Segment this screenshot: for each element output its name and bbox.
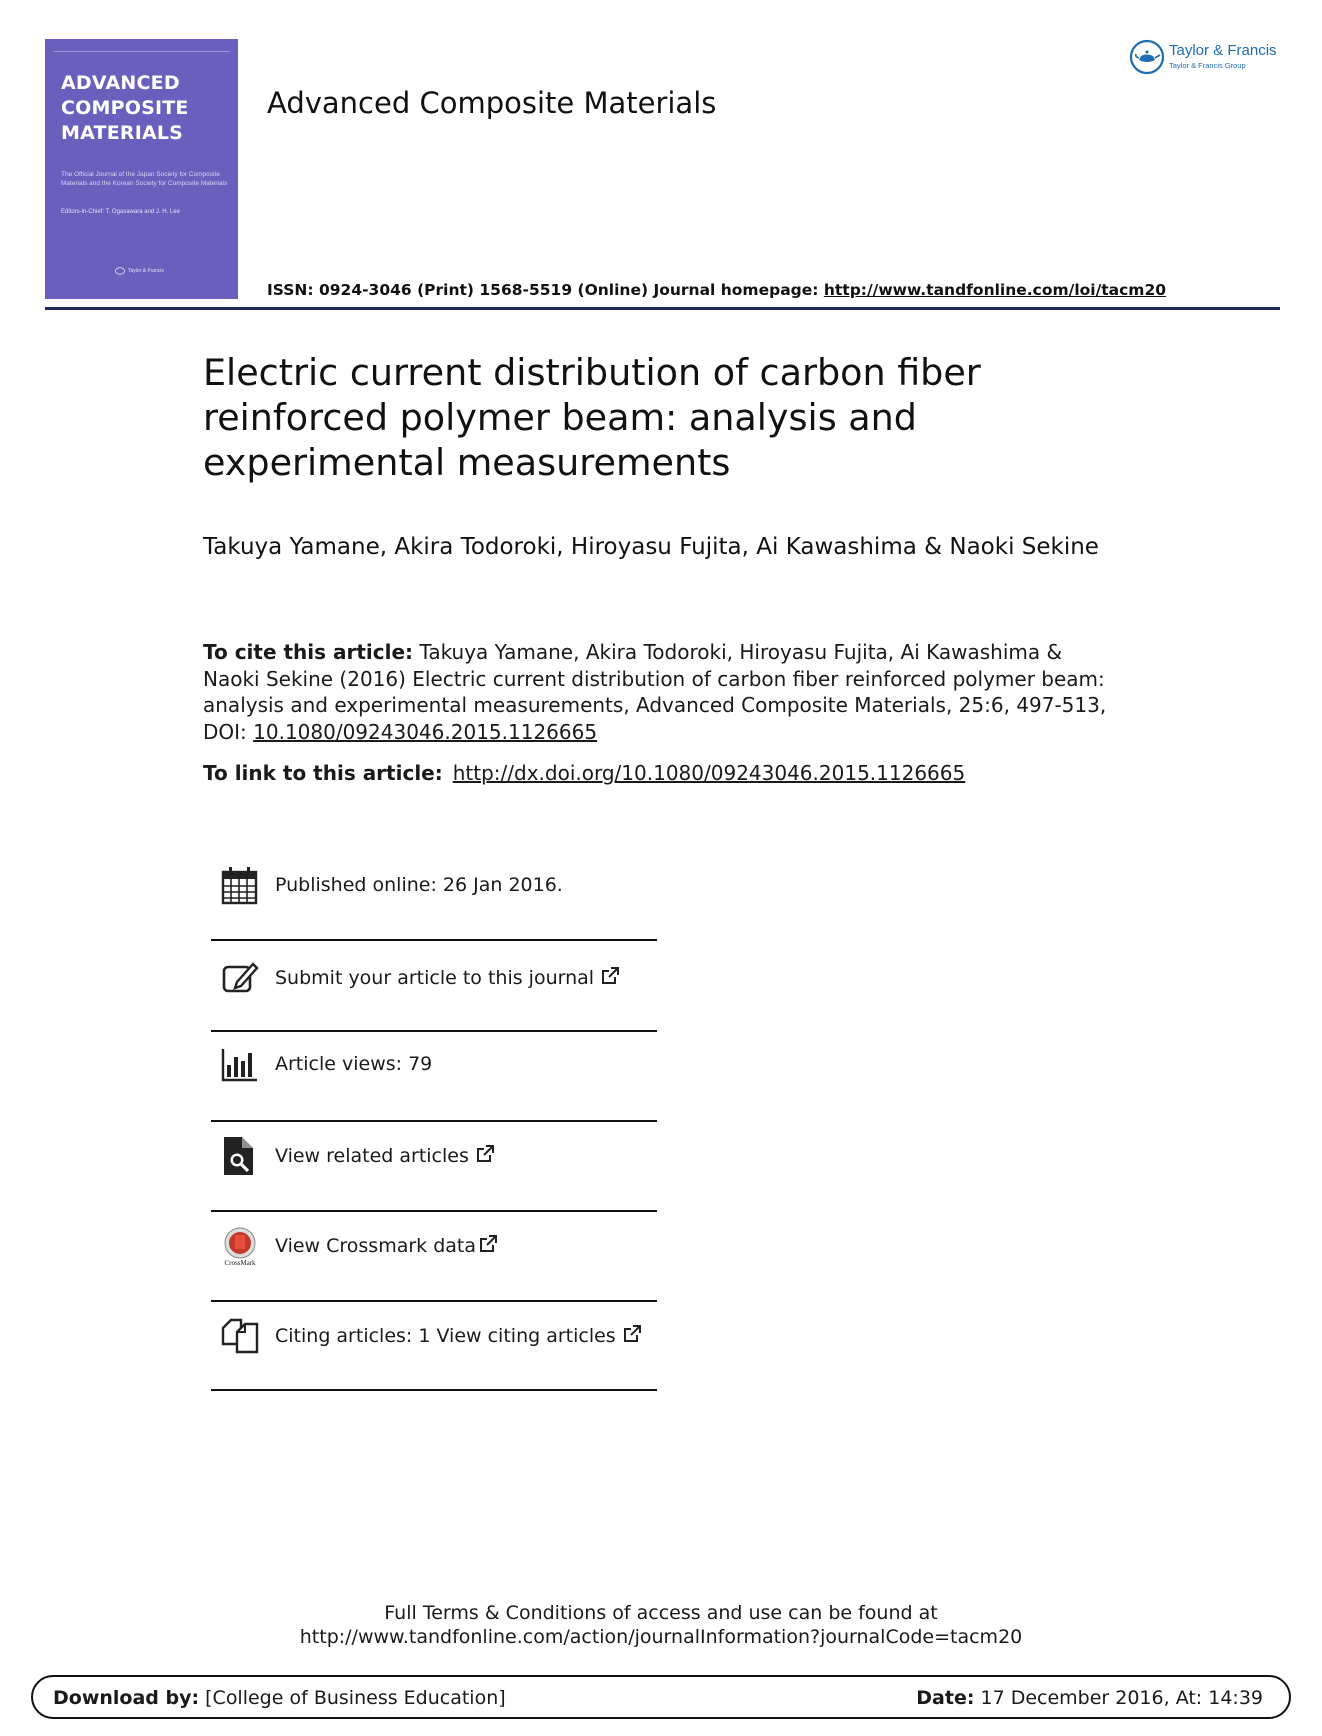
edit-icon [221, 958, 259, 998]
issn-line [267, 281, 1166, 299]
download-by-value: [College of Business Education] [199, 1687, 506, 1709]
journal-title: Advanced Composite Materials [267, 86, 717, 120]
logo-name: Taylor & Francis [1169, 42, 1277, 59]
logo-group: Taylor & Francis Group [1169, 61, 1246, 70]
article-title: Electric current distribution of carbon fiber reinforced polymer beam: analysis and experimental measurements [203, 351, 981, 484]
article-authors: Takuya Yamane, Akira Todoroki, Hiroyasu Fujita, Ai Kawashima & Naoki Sekine [203, 534, 1099, 560]
external-link-icon [475, 1144, 495, 1164]
document-search-icon [221, 1136, 259, 1176]
row-divider [211, 1389, 657, 1391]
taylor-francis-logo[interactable] [1129, 39, 1284, 75]
article-link-line [203, 761, 1123, 785]
download-date-value: 17 December 2016, At: 14:39 [974, 1687, 1263, 1709]
cover-title-line: COMPOSITE [61, 97, 189, 119]
teapot-icon [1129, 39, 1165, 75]
header-divider [45, 307, 1280, 310]
journal-homepage-link[interactable]: http://www.tandfonline.com/loi/tacm20 [823, 281, 1167, 299]
citation-text: Takuya Yamane, Akira Todoroki, Hiroyasu Fujita, Ai Kawashima & Naoki Sekine (2016) Electric current distribution of carbon fiber reinforced polymer beam: analysis and experimental measurements, Advanced Composite Materials, 25:6, 497-513, DOI: [203, 640, 1107, 744]
external-link-icon [600, 966, 620, 986]
cover-editors: Editors-in-Chief: T. Ogasawara and J. H. Lee [61, 209, 180, 215]
cover-title [61, 71, 231, 146]
citation-doi-link[interactable]: 10.1080/09243046.2015.1126665 [253, 719, 598, 744]
submit-article-label: Submit your article to this journal [275, 967, 595, 989]
terms-link[interactable]: http://www.tandfonline.com/action/journalInformation?journalCode=tacm20 [299, 1626, 1023, 1648]
crossmark-link[interactable] [275, 1234, 498, 1257]
submit-article-link[interactable] [275, 966, 620, 989]
submit-article-row[interactable] [211, 958, 657, 998]
related-articles-row[interactable] [211, 1136, 657, 1176]
cover-publisher [115, 267, 205, 275]
crossmark-badge-text: CrossMark [224, 1259, 256, 1266]
published-online-text: Published online: 26 Jan 2016. [275, 874, 563, 896]
external-link-icon [478, 1234, 498, 1254]
article-views-text: Article views: 79 [275, 1053, 433, 1075]
citing-articles-label: Citing articles: 1 View citing articles [275, 1325, 616, 1347]
cover-publisher-label: Taylor & Francis [128, 268, 164, 274]
citation-block [203, 639, 1123, 745]
crossmark-row[interactable] [211, 1226, 657, 1266]
cover-title-line: MATERIALS [61, 122, 184, 144]
citing-articles-link[interactable] [275, 1324, 642, 1347]
terms-notice [0, 1601, 1322, 1649]
download-info-box [31, 1675, 1291, 1719]
row-divider [211, 1210, 657, 1212]
issn-text: ISSN: 0924-3046 (Print) 1568-5519 (Online) Journal homepage: [267, 281, 824, 299]
download-date-label: Date: [916, 1687, 975, 1709]
related-articles-link[interactable] [275, 1144, 495, 1167]
copy-documents-icon [221, 1316, 259, 1356]
cover-title-line: ADVANCED [61, 72, 180, 94]
external-link-icon [622, 1324, 642, 1344]
related-articles-label: View related articles [275, 1145, 469, 1167]
article-doi-link[interactable]: http://dx.doi.org/10.1080/09243046.2015.1126665 [452, 761, 966, 785]
row-divider [211, 1120, 657, 1122]
bar-chart-icon [221, 1045, 259, 1085]
published-online-row [211, 866, 657, 906]
download-by-label: Download by: [53, 1687, 200, 1709]
cover-top-rule [53, 51, 230, 52]
citation-label: To cite this article: [203, 640, 414, 664]
article-link-label: To link to this article: [203, 761, 443, 785]
row-divider [211, 1300, 657, 1302]
row-divider [211, 939, 657, 941]
calendar-icon [221, 866, 259, 906]
citing-articles-row[interactable] [211, 1316, 657, 1356]
cover-publisher-icon [115, 267, 125, 275]
crossmark-label: View Crossmark data [275, 1235, 477, 1257]
download-by [53, 1687, 506, 1709]
journal-cover [45, 39, 238, 299]
download-date [916, 1687, 1263, 1709]
article-views-row [211, 1045, 657, 1085]
cover-subtitle: The Official Journal of the Japan Society for Composite Materials and the Korean Society for Composite Materials [61, 171, 228, 187]
terms-text: Full Terms & Conditions of access and use can be found at [384, 1602, 938, 1624]
row-divider [211, 1030, 657, 1032]
crossmark-icon [221, 1226, 259, 1266]
